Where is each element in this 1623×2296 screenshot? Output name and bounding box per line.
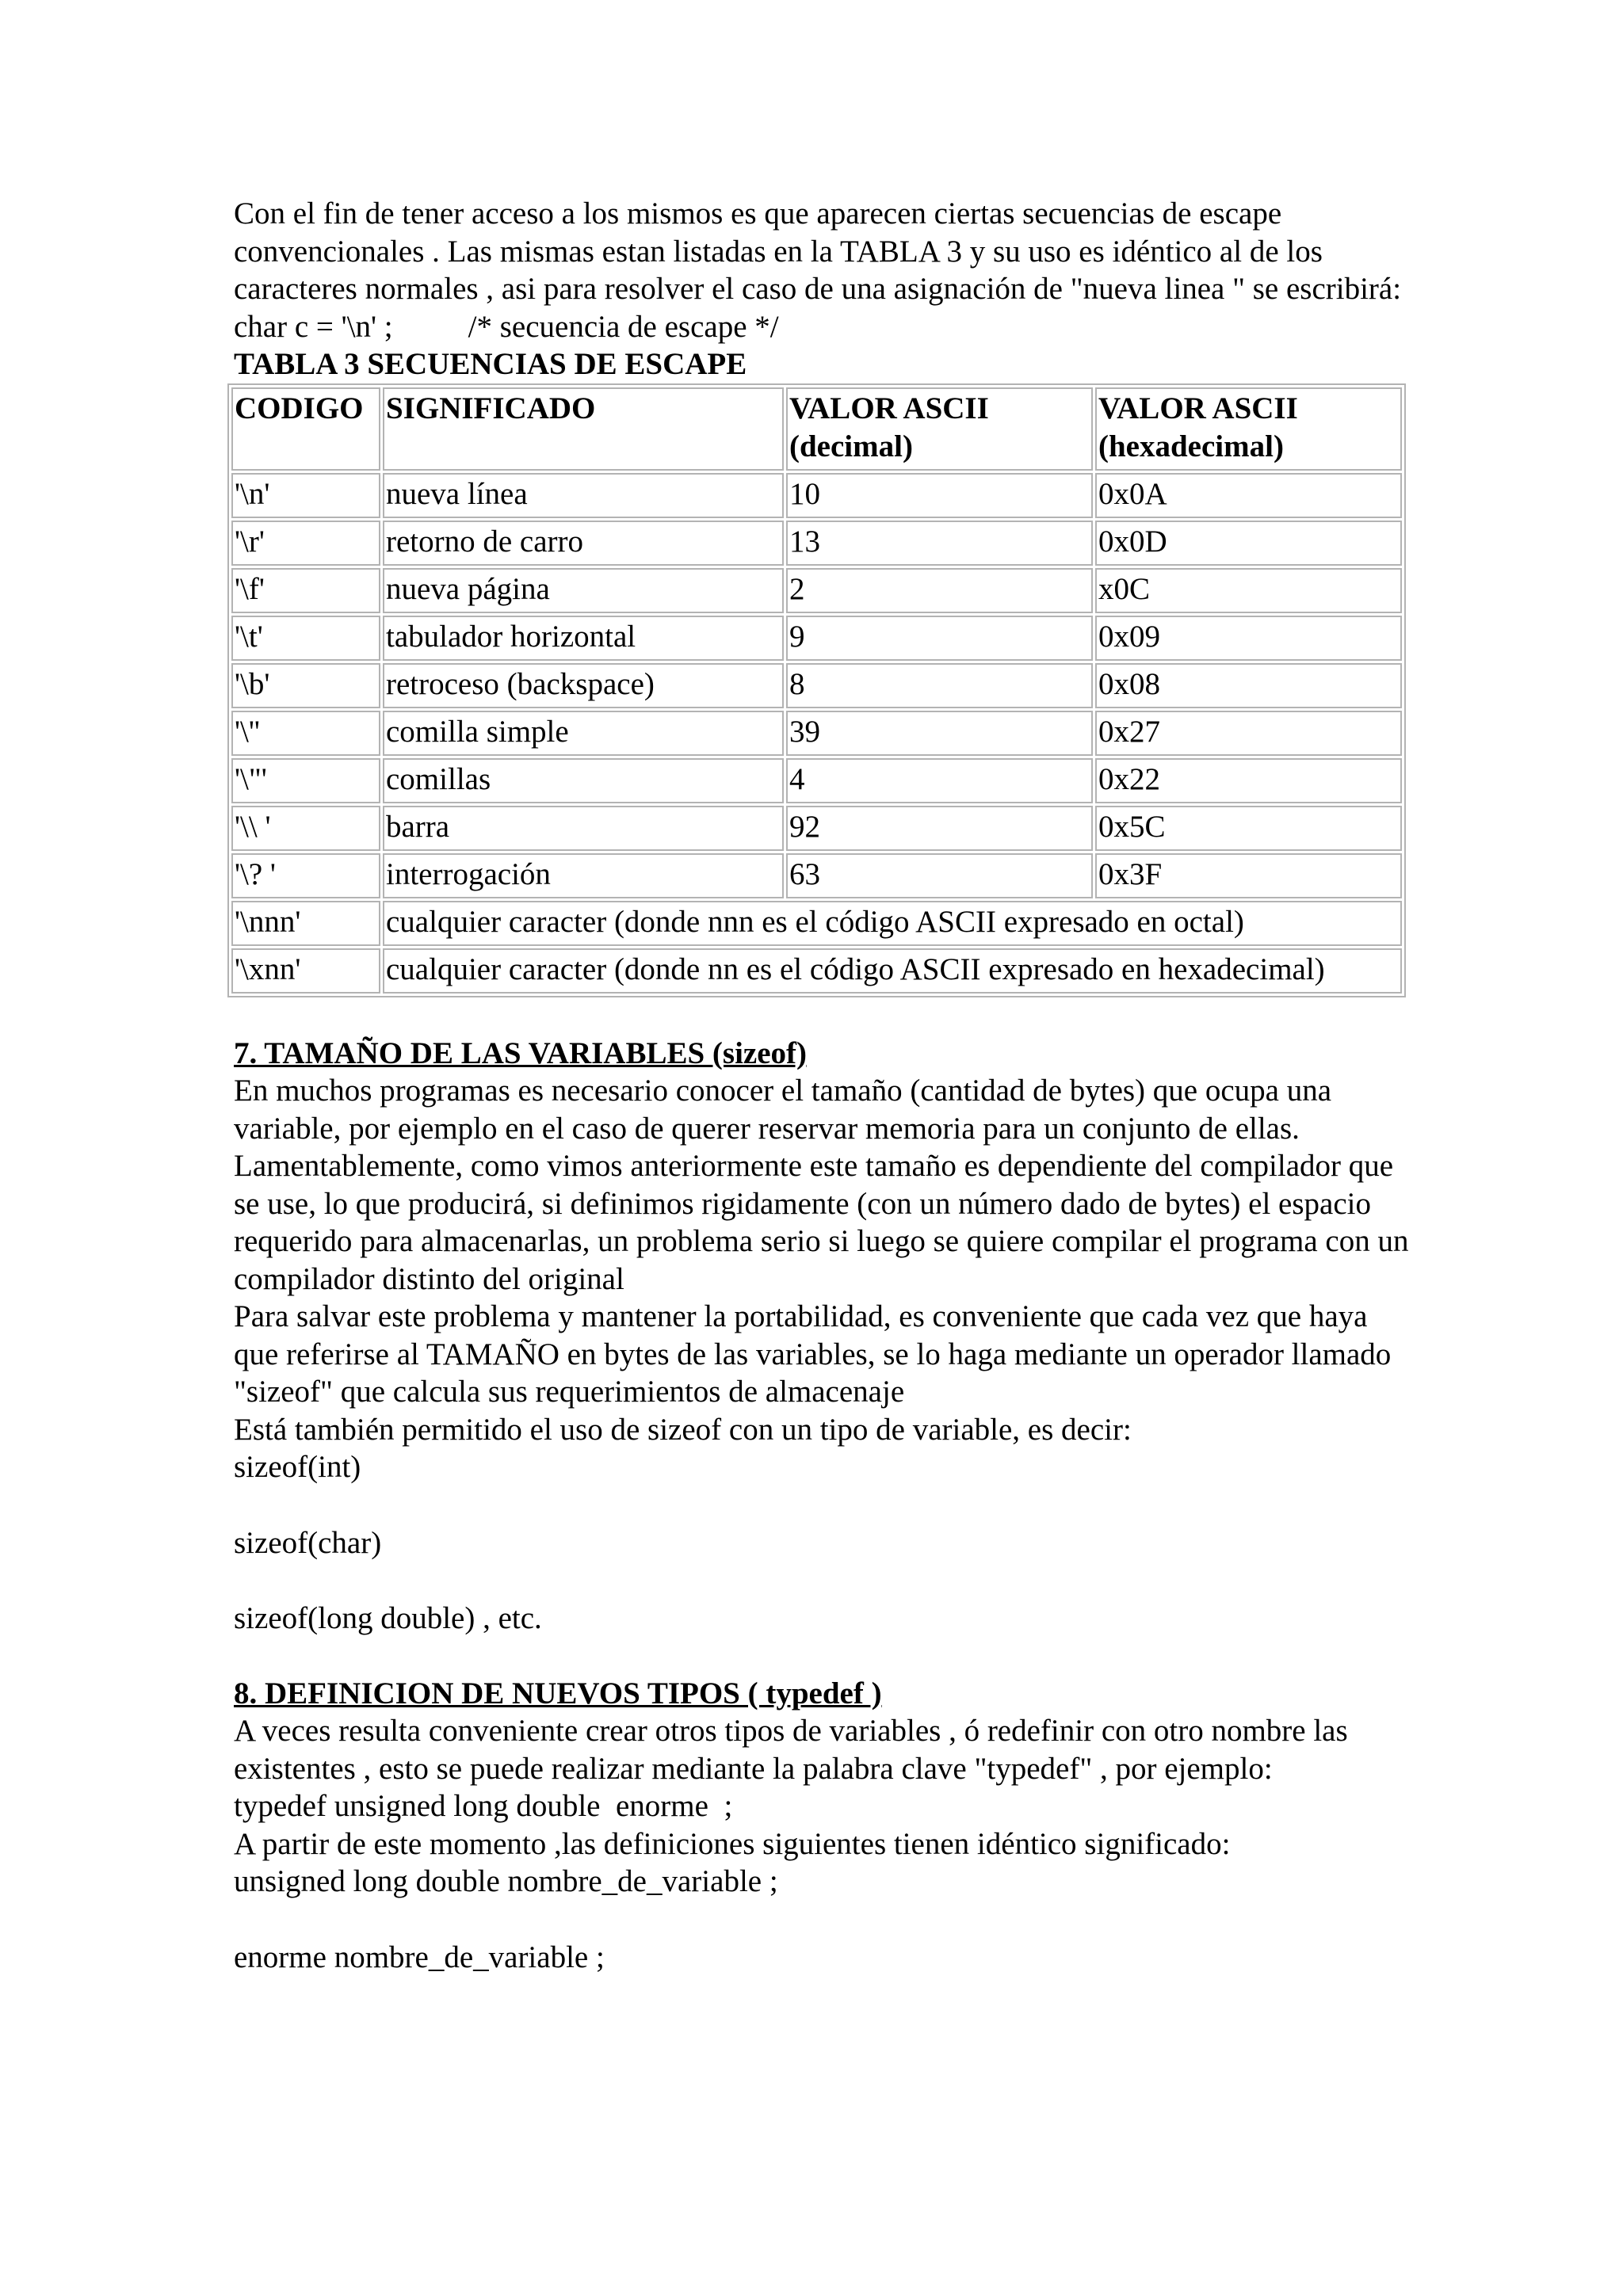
- cell-hex: 0x27: [1095, 711, 1402, 756]
- cell-codigo: '\nnn': [231, 901, 380, 946]
- table-row: [231, 948, 1402, 994]
- cell-codigo: '\'': [231, 711, 380, 756]
- cell-significado: comillas: [383, 758, 784, 803]
- cell-significado: nueva línea: [383, 473, 784, 518]
- header-valor-hexadecimal: VALOR ASCII (hexadecimal): [1095, 387, 1402, 471]
- cell-hex: 0x09: [1095, 616, 1402, 661]
- table-row: [231, 616, 1402, 661]
- header-valor-decimal: VALOR ASCII (decimal): [786, 387, 1093, 471]
- cell-codigo: '\t': [231, 616, 380, 661]
- cell-codigo: '\\ ': [231, 806, 380, 851]
- cell-codigo: '\xnn': [231, 948, 380, 994]
- cell-decimal: 8: [786, 663, 1093, 708]
- document-content: [234, 195, 1415, 1976]
- intro-code-line: [234, 308, 1415, 346]
- table-row: [231, 853, 1402, 898]
- cell-significado-wide: cualquier caracter (donde nnn es el código ASCII expresado en octal): [383, 901, 1402, 946]
- section-7-paragraph-1: En muchos programas es necesario conocer el tamaño (cantidad de bytes) que ocupa una variable, por ejemplo en el caso de querer reservar memoria para un conjunto de ellas. Lamentablemente, como vimos anteriormente este tamaño es dependiente del compilador que se use, lo que producirá, si definimos rigidamente (con un número dado de bytes) el espacio requerido para almacenarlas, un problema serio si luego se quiere compilar el programa con un compilador distinto del original: [234, 1074, 1409, 1296]
- table-row: [231, 568, 1402, 613]
- cell-hex: 0x22: [1095, 758, 1402, 803]
- table-header-row: [231, 387, 1402, 471]
- cell-hex: 0x08: [1095, 663, 1402, 708]
- code-statement: char c = '\n' ;: [234, 309, 393, 344]
- cell-significado: interrogación: [383, 853, 784, 898]
- cell-significado: tabulador horizontal: [383, 616, 784, 661]
- escape-sequences-table: [227, 383, 1406, 997]
- cell-codigo: '\? ': [231, 853, 380, 898]
- cell-codigo: '\r': [231, 521, 380, 566]
- intro-paragraph: Con el fin de tener acceso a los mismos es que aparecen ciertas secuencias de escape convencionales . Las mismas estan listadas en la TABLA 3 y su uso es idéntico al de los caracteres normales , asi para resolver el caso de una asignación de "nueva linea " se escribirá:: [234, 196, 1402, 306]
- cell-decimal: 92: [786, 806, 1093, 851]
- table-row: [231, 806, 1402, 851]
- code-typedef: typedef unsigned long double enorme ;: [234, 1789, 733, 1823]
- code-unsigned-declaration: unsigned long double nombre_de_variable ;: [234, 1864, 778, 1898]
- cell-codigo: '\b': [231, 663, 380, 708]
- header-significado: SIGNIFICADO: [383, 387, 784, 471]
- cell-hex: 0x0D: [1095, 521, 1402, 566]
- cell-decimal: 2: [786, 568, 1093, 613]
- cell-significado: retorno de carro: [383, 521, 784, 566]
- cell-significado: comilla simple: [383, 711, 784, 756]
- table-row: [231, 521, 1402, 566]
- cell-significado-wide: cualquier caracter (donde nn es el código ASCII expresado en hexadecimal): [383, 948, 1402, 994]
- section-7-paragraph-3: Está también permitido el uso de sizeof con un tipo de variable, es decir:: [234, 1412, 1132, 1447]
- cell-hex: x0C: [1095, 568, 1402, 613]
- cell-decimal: 39: [786, 711, 1093, 756]
- table-row: [231, 901, 1402, 946]
- cell-decimal: 13: [786, 521, 1093, 566]
- section-8-paragraph-2: A partir de este momento ,las definiciones siguientes tienen idéntico significado:: [234, 1826, 1231, 1861]
- table-row: [231, 663, 1402, 708]
- section-7-heading: 7. TAMAÑO DE LAS VARIABLES (sizeof): [234, 1035, 808, 1070]
- table-row: [231, 473, 1402, 518]
- code-sizeof-int: sizeof(int): [234, 1450, 361, 1484]
- cell-significado: retroceso (backspace): [383, 663, 784, 708]
- cell-decimal: 9: [786, 616, 1093, 661]
- cell-decimal: 4: [786, 758, 1093, 803]
- header-codigo: CODIGO: [231, 387, 380, 471]
- cell-hex: 0x0A: [1095, 473, 1402, 518]
- cell-decimal: 63: [786, 853, 1093, 898]
- cell-codigo: '\"': [231, 758, 380, 803]
- cell-codigo: '\n': [231, 473, 380, 518]
- table-row: [231, 758, 1402, 803]
- code-enorme-declaration: enorme nombre_de_variable ;: [234, 1939, 605, 1974]
- section-8-paragraph-1: A veces resulta conveniente crear otros tipos de variables , ó redefinir con otro nombre las existentes , esto se puede realizar mediante la palabra clave "typedef" , por ejemplo:: [234, 1714, 1348, 1786]
- section-7-paragraph-2: Para salvar este problema y mantener la portabilidad, es conveniente que cada vez que haya que referirse al TAMAÑO en bytes de las variables, se lo haga mediante un operador llamado "sizeof" que calcula sus requerimientos de almacenaje: [234, 1299, 1392, 1409]
- code-sizeof-char: sizeof(char): [234, 1525, 382, 1560]
- cell-decimal: 10: [786, 473, 1093, 518]
- cell-codigo: '\f': [231, 568, 380, 613]
- table-title: TABLA 3 SECUENCIAS DE ESCAPE: [234, 347, 747, 381]
- cell-significado: nueva página: [383, 568, 784, 613]
- cell-hex: 0x3F: [1095, 853, 1402, 898]
- cell-significado: barra: [383, 806, 784, 851]
- table-row: [231, 711, 1402, 756]
- code-comment: /* secuencia de escape */: [468, 309, 779, 344]
- section-8-heading: 8. DEFINICION DE NUEVOS TIPOS ( typedef ): [234, 1676, 882, 1711]
- cell-hex: 0x5C: [1095, 806, 1402, 851]
- code-sizeof-long-double: sizeof(long double) , etc.: [234, 1601, 542, 1635]
